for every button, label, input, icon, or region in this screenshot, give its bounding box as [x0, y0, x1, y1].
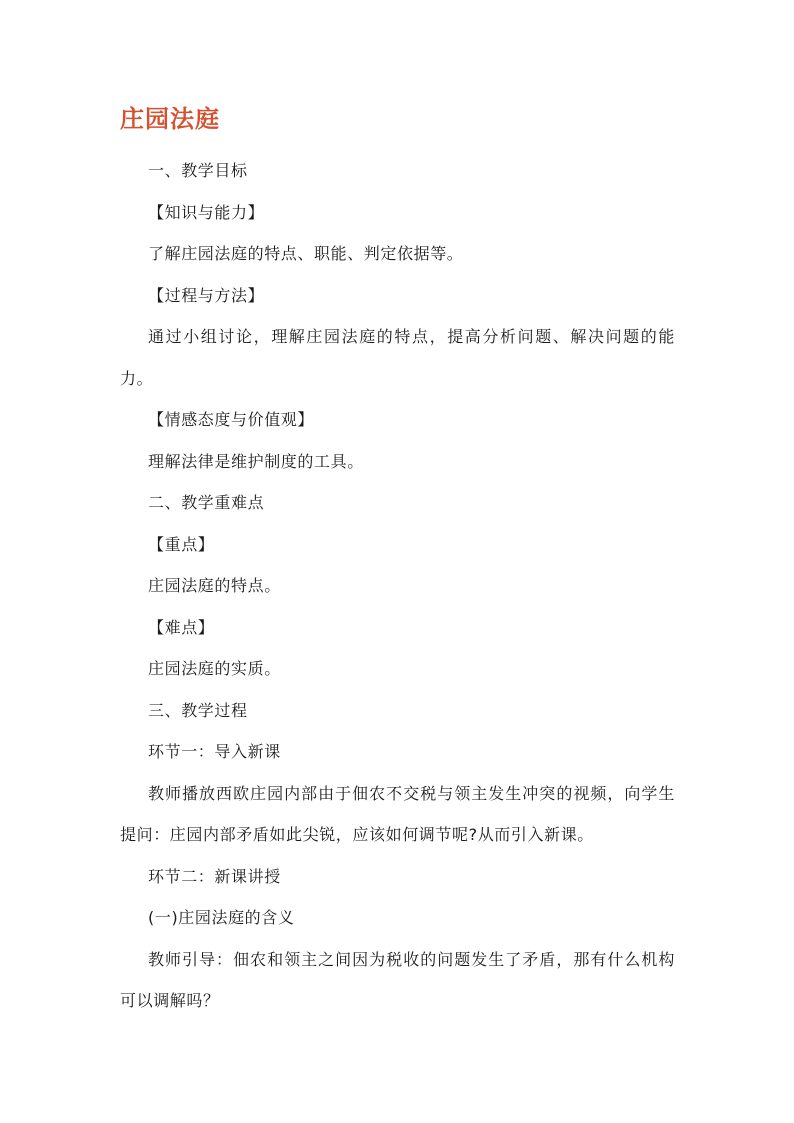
paragraph: 庄园法庭的特点。 [148, 576, 281, 595]
paragraph: 教师引导：佃农和领主之间因为税收的问题发生了矛盾，那有什么机构可以调解吗？ [120, 949, 675, 1010]
subheading-difficulty: 【难点】 [148, 617, 215, 637]
section-heading-objectives: 一、教学目标 [148, 161, 248, 180]
paragraph: 教师播放西欧庄园内部由于佃农不交税与领主发生冲突的视频，向学生提问：庄园内部矛盾如此尖锐，应该如何调节呢?从而引入新课。 [120, 783, 675, 844]
section-heading-process: 三、教学过程 [148, 700, 248, 720]
document-title: 庄园法庭 [120, 105, 220, 133]
paragraph: 通过小组讨论，理解庄园法庭的特点，提高分析问题、解决问题的能力。 [120, 327, 675, 388]
subheading-process: 【过程与方法】 [148, 285, 265, 305]
subheading-definition: (一)庄园法庭的含义 [148, 908, 295, 927]
subheading-attitude: 【情感态度与价值观】 [148, 410, 315, 429]
paragraph: 理解法律是维护制度的工具。 [148, 451, 364, 471]
document-body [120, 150, 675, 1022]
subheading-knowledge: 【知识与能力】 [148, 202, 265, 222]
subheading-step-one: 环节一：导入新课 [148, 742, 281, 761]
section-heading-key-points: 二、教学重难点 [148, 493, 265, 512]
paragraph: 庄园法庭的实质。 [148, 659, 281, 678]
paragraph: 了解庄园法庭的特点、职能、判定依据等。 [148, 244, 464, 263]
subheading-focus: 【重点】 [148, 534, 215, 554]
subheading-step-two: 环节二：新课讲授 [148, 866, 281, 886]
